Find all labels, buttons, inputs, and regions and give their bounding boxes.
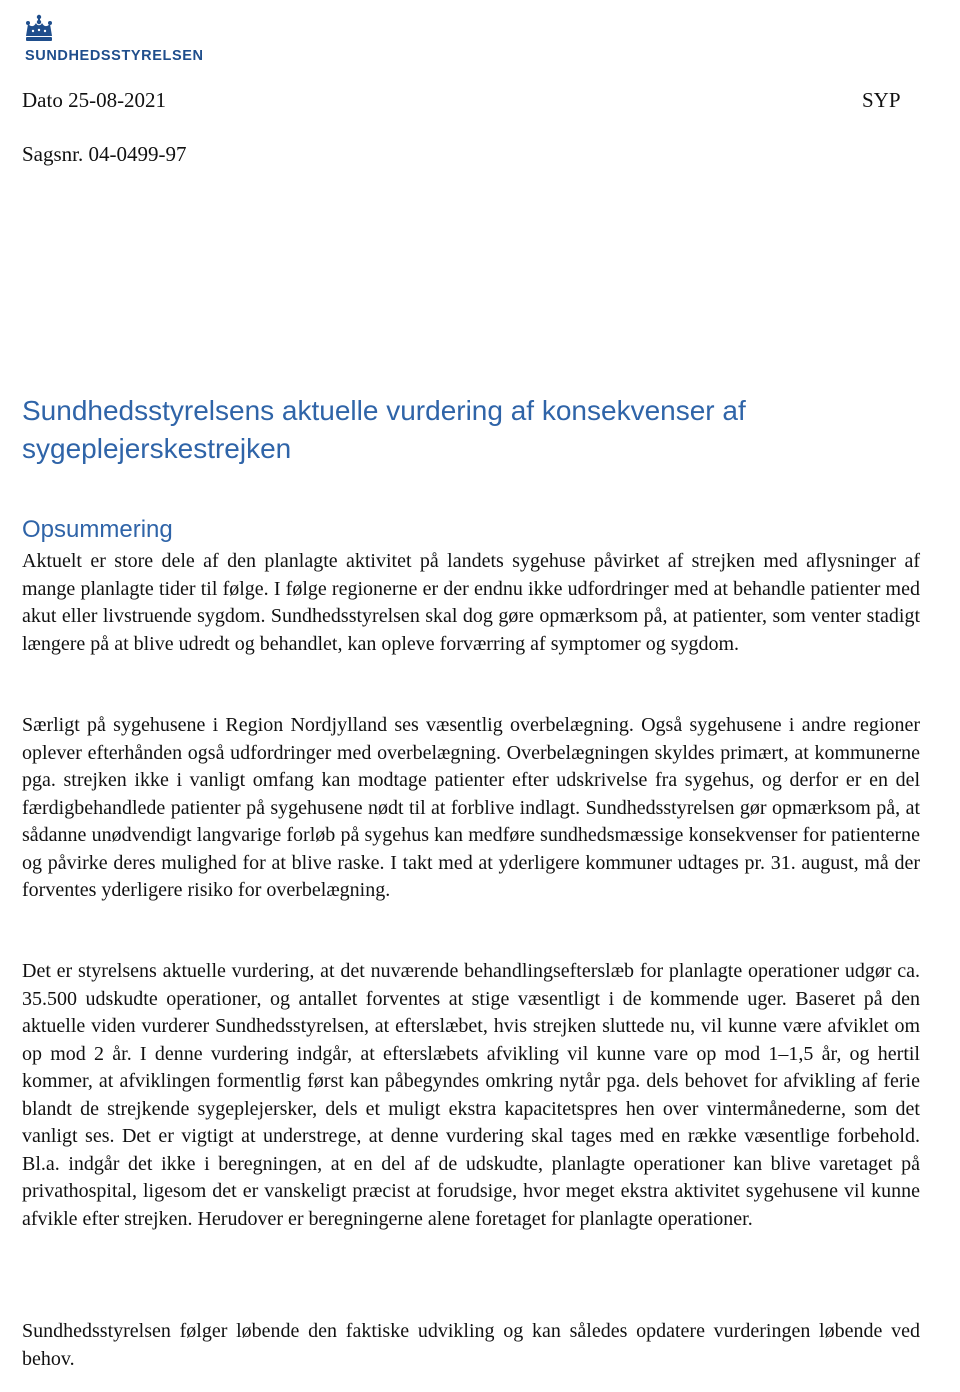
logo-wordmark: SUNDHEDSSTYRELSEN: [25, 48, 204, 64]
author-initials: SYP: [862, 88, 901, 112]
crown-icon: [22, 14, 56, 44]
date-line: Dato 25-08-2021: [22, 88, 167, 112]
paragraph-2: Særligt på sygehusene i Region Nordjylland ses væsentlig overbelægning. Også sygehusene i andre regioner oplever efterhånden også udfordringer med overbelægning. Overbelægningen skyldes primært, at kommunerne pga. strejken ikke i vanligt omfang kan modtage patienter efter udskrivelse fra sygehus, og derfor er en del færdigbehandlede patienter på sygehusene nødt til at forblive indlagt. Sundhedsstyrelsen gør opmærksom på, at sådanne unødvendigt langvarige forløb på sygehus kan medføre sundhedsmæssige konsekvenser for patienterne og påvirke deres mulighed for at blive raske. I takt med at yderligere kommuner udtages pr. 31. august, må der forventes yderligere risiko for overbelægning.: [22, 714, 920, 901]
section-heading-summary: Opsummering: [22, 516, 173, 543]
agency-logo: [22, 14, 242, 68]
paragraph-4: Sundhedsstyrelsen følger løbende den faktiske udvikling og kan således opdatere vurderingen løbende ved behov.: [22, 1320, 920, 1370]
paragraph-1: Aktuelt er store dele af den planlagte aktivitet på landets sygehuse påvirket af strejken med aflysninger af mange planlagte tider til følge. I følge regionerne er der endnu ikke udfordringer med at behandle patienter med akut eller livstruende sygdom. Sundhedsstyrelsen skal dog gøre opmærksom på, at patienter, som venter stadigt længere på at blive udredt og behandlet, kan opleve forværring af symptomer og sygdom.: [22, 550, 920, 655]
paragraph-3: Det er styrelsens aktuelle vurdering, at det nuværende behandlingsefterslæb for planlagte operationer udgør ca. 35.500 udskudte operationer, og antallet forventes at stige væsentligt i de kommende uger. Baseret på den aktuelle viden vurderer Sundhedsstyrelsen, at efterslæbet, hvis strejken sluttede nu, vil kunne være afviklet om op mod 2 år. I denne vurdering indgår, at efterslæbets afvikling vil kunne vare op mod 1–1,5 år, og hertil kommer, at afviklingen formentlig først kan påbegyndes omkring nytår pga. dels behovet for afvikling af ferie blandt de strejkende sygeplejersker, dels et muligt ekstra kapacitetspres hen over vintermånederne, som det vanligt ses. Det er vigtigt at understrege, at denne vurdering skal tages med en række væsentlige forbehold. Bl.a. indgår det ikke i beregningen, at en del af de udskudte, planlagte operationer kan blive varetaget på privathospital, ligesom det er vanskeligt præcist at forudsige, hvor meget ekstra aktivitet sygehusene vil kunne afvikle efter strejken. Herudover er beregningerne alene foretaget for planlagte operationer.: [22, 960, 920, 1230]
case-number: Sagsnr. 04-0499-97: [22, 142, 187, 166]
document-title: Sundhedsstyrelsens aktuelle vurdering af konsekvenser af sygeplejerskestrejken: [22, 395, 746, 464]
